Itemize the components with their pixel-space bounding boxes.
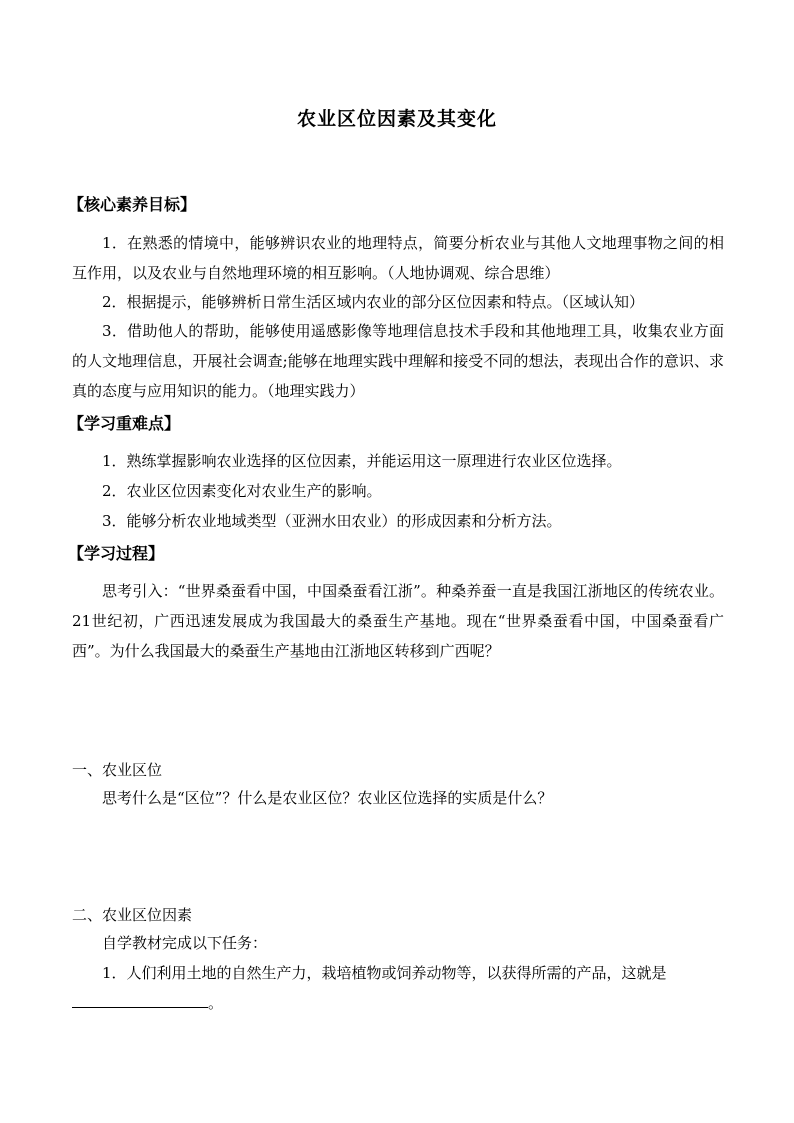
part1-question: 思考什么是“区位”？什么是农业区位？农业区位选择的实质是什么？: [102, 789, 553, 807]
process-heading: 【学习过程】: [68, 544, 165, 563]
answer-blank[interactable]: [72, 993, 208, 1008]
part1-heading: 一、农业区位: [72, 761, 163, 779]
page-title: 农业区位因素及其变化: [296, 108, 497, 130]
key-points-heading: 【学习重难点】: [68, 414, 181, 433]
process-intro: 思考引入：“世界桑蚕看中国，中国桑蚕看江浙”。种桑养蚕一直是我国江浙地区的传统农业。21世纪初，广西迅速发展成为我国最大的桑蚕生产基地。现在“世界桑蚕看中国，中国桑蚕看广西”。为什么我国最大的桑蚕生产基地由江浙地区转移到广西呢？: [72, 582, 724, 660]
part2-item1: 1．人们利用土地的自然生产力，栽培植物或饲养动物等，以获得所需的产品，这就是: [102, 964, 667, 982]
part2-item1-continuation: [72, 988, 223, 1018]
key-point-item-2: 2．农业区位因素变化对农业生产的影响。: [102, 482, 382, 500]
goal-item-3: 3．借助他人的帮助，能够使用遥感影像等地理信息技术手段和其他地理工具，收集农业方面的人文地理信息，开展社会调查;能够在地理实践中理解和接受不同的想法，表现出合作的意识、求真的态度与应用知识的能力。（地理实践力）: [72, 322, 724, 400]
goals-heading: 【核心素养目标】: [68, 195, 197, 214]
part2-heading: 二、农业区位因素: [72, 906, 193, 924]
goal-item-2: 2．根据提示，能够辨析日常生活区域内农业的部分区位因素和特点。（区域认知）: [102, 293, 645, 311]
goal-item-1: 1．在熟悉的情境中，能够辨识农业的地理特点，简要分析农业与其他人文地理事物之间的相互作用，以及农业与自然地理环境的相互影响。（人地协调观、综合思维）: [72, 234, 724, 282]
key-point-item-1: 1．熟练掌握影响农业选择的区位因素，并能运用这一原理进行农业区位选择。: [102, 452, 622, 470]
item1-end-punct: 。: [208, 994, 224, 1012]
key-point-item-3: 3．能够分析农业地域类型（亚洲水田农业）的形成因素和分析方法。: [102, 512, 562, 530]
part2-task: 自学教材完成以下任务：: [102, 934, 268, 952]
